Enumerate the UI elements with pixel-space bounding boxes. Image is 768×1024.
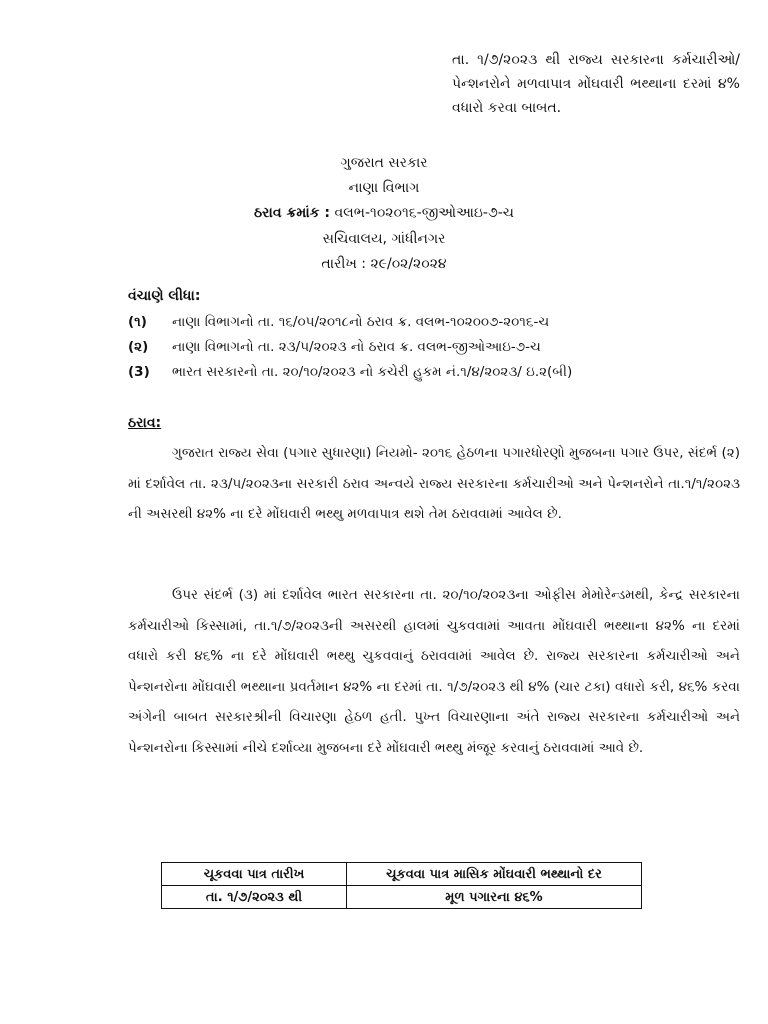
table-header-row (162, 863, 642, 886)
table-row (162, 886, 642, 909)
document-subject: તા. ૧/૭/૨૦૨૩ થી રાજ્ય સરકારના કર્મચારીઓ/પેન્શનરોને મળવાપાત્ર મોંઘવારી ભથ્થાના દરમાં ૪% વધારો કરવા બાબત. (452, 52, 740, 116)
reference-text: ભારત સરકારનો તા. ૨૦/૧૦/૨૦૨૩ નો કચેરી હુકમ નં.૧/૪/૨૦૨૩/ ઇ.૨(બી) (172, 364, 573, 380)
table-cell-rate: મૂળ પગારના ૪૬% (347, 886, 642, 909)
reference-number: (૨) (128, 339, 149, 355)
resolution-date-line (0, 253, 768, 275)
reference-text: નાણા વિભાગનો તા. ૨૩/૫/૨૦૨૩ નો ઠરાવ ક્ર. વલભ-જીઓઆઇ-૭-ચ (172, 339, 541, 355)
reference-text: નાણા વિભાગનો તા. ૧૬/૦૫/૨૦૧૮નો ઠરાવ ક્ર. વલભ-૧૦૨૦૦૭-૨૦૧૬-ચ (172, 314, 550, 330)
reference-number: (૧) (128, 314, 147, 330)
resolution-number-label: ઠરાવ ક્રમાંક : (254, 205, 330, 221)
reference-item (128, 360, 572, 385)
resolution-number: વલભ-૧૦૨૦૧૬-જીઓઆઇ-૭-ચ (334, 205, 514, 221)
column-header-payable-date: ચૂકવવા પાત્ર તારીખ (162, 863, 347, 886)
resolution-date: ૨૯/૦૨/૨૦૨૪ (370, 256, 447, 272)
table-cell-date: તા. ૧/૭/૨૦૨૩ થી (162, 886, 347, 909)
reference-item (128, 310, 572, 335)
government-name: ગુજરાત સરકાર (340, 155, 428, 171)
da-rate-table (161, 862, 642, 909)
read-references-heading: વંચાણે લીધા: (128, 288, 201, 304)
resolution-heading: ઠરાવ: (128, 415, 162, 431)
reference-item (128, 335, 572, 360)
office-place: સચિવાલય, ગાંધીનગર (322, 231, 446, 247)
resolution-paragraph-1: ગુજરાત રાજ્ય સેવા (પગાર સુધારણા) નિયમો- ૨૦૧૬ હેઠળના પગારધોરણો મુજબના પગાર ઉપર, સંદર્ભ (૨) માં દર્શાવેલ તા. ૨૩/૫/૨૦૨૩ના સરકારી ઠરાવ અન્વયે રાજ્ય સરકારના કર્મચારીઓ અને પેન્શનરોને તા.૧/૧/૨૦૨૩ ની અસરથી ૪૨% ના દરે મોંઘવારી ભથ્થુ મળવાપાત્ર થશે તેમ ઠરાવવામાં આવેલ છે. (128, 445, 740, 522)
date-label: તારીખ : (321, 256, 367, 272)
resolution-paragraph-2: ઉપર સંદર્ભ (૩) માં દર્શાવેલ ભારત સરકારના તા. ૨૦/૧૦/૨૦૨૩ના ઓફીસ મેમોરેન્ડમથી, કેન્દ્ર સરકારના કર્મચારીઓ કિસ્સામાં, તા.૧/૭/૨૦૨૩ની અસરથી હાલમાં ચુકવવામાં આવતા મોંઘવારી ભથ્થાના ૪૨% ના દરમાં વધારો કરી ૪૬% ના દરે મોંઘવારી ભથ્થુ ચુકવવાનું ઠરાવવામાં આવેલ છે. રાજ્ય સરકારના કર્મચારીઓ અને પેન્શનરોના મોંઘવારી ભથ્થાના પ્રવર્તમાન ૪૨% ના દરમાં તા. ૧/૭/૨૦૨૩ થી ૪% (ચાર ટકા) વધારો કરી, ૪૬% કરવા અંગેની બાબત સરકારશ્રીની વિચારણા હેઠળ હતી. પુખ્ત વિચારણાના અંતે રાજ્ય સરકારના કર્મચારીઓ અને પેન્શનરોના કિસ્સામાં નીચે દર્શાવ્યા મુજબના દરે મોંઘવારી ભથ્થુ મંજૂર કરવાનું ઠરાવવામાં આવે છે. (128, 587, 740, 756)
reference-list (128, 310, 572, 385)
column-header-da-rate: ચૂકવવા પાત્ર માસિક મોંઘવારી ભથ્થાનો દર (347, 863, 642, 886)
department-name: નાણા વિભાગ (348, 180, 420, 196)
resolution-number-line (0, 202, 768, 224)
reference-number: (3) (128, 364, 150, 380)
